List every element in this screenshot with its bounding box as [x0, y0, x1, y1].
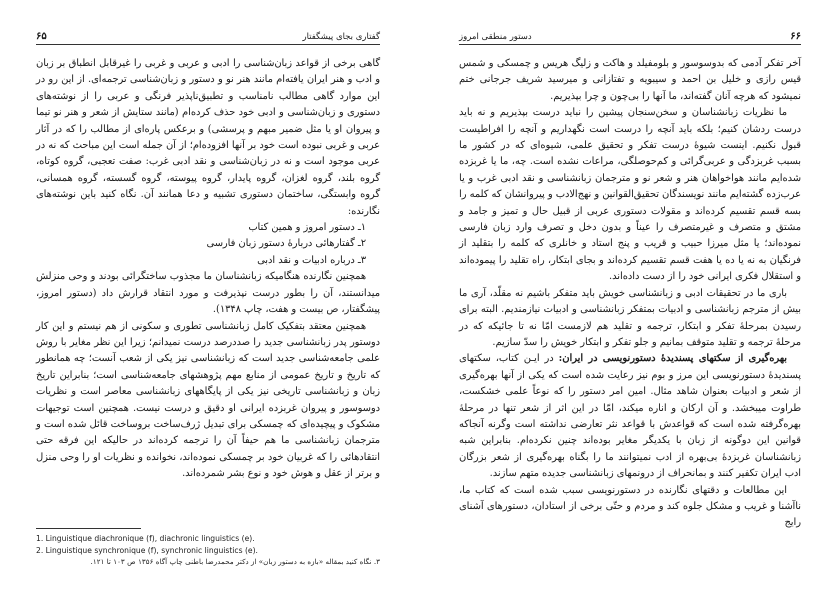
paragraph — [459, 351, 801, 482]
footnote: ۳. نگاه کنید بمقاله «بازه به دستور زبان» از دکتر محمدرضا باطنی چاپ آگاه ۱۳۵۶ ص ۱۰۳ تا ۱۲۱. — [90, 557, 380, 566]
page-header — [36, 30, 380, 45]
page-header — [459, 30, 801, 45]
paragraph: گاهی برخی از قواعد زبان‌شناسی را ادبی و عربی و غربی را غیرقابل انطباق بر زبان و ادب و هنر ایران یافته‌ام مانند هنر نو و دستور و زبان‌شناسی ترجمه‌ای. از این رو در این موارد گاهی مطالب نامناسب و تطبیق‌ناپذیر فرنگی و عربی را از نوشته‌های دستوری و زبان‌شناسی و ادبی خود حذف کرده‌ام (مانند ستایش از شعر و هنر نو تیما و پیروان او یا مثل ضمیر مبهم و پرسشی) و برعکس پاره‌ای از مطالب را که در آثار عربی و غربی نبوده است خود بر آنها افزوده‌ام؛ از آن جمله است این مباحث که نه در عربی موجود است و نه در زبان‌شناسی و نقد ادبی غرب: صفت تعجبی، گروه کوتاه، گروه بلند، گروه لغزان، گروه پایدار، گروه پیوسته، گروه گسسته، گروه همسانی، گروه وابستگی، ساختمان دستوری تشبیه و دعا همانند آن. نگاه کنید باین نوشته‌های نگارنده: — [36, 58, 380, 217]
paragraph: این مطالعات و دقتهای نگارنده در دستورنویسی سبب شده است که کتاب ما، ناآشنا و غریب و مشکل جلوه کند و مردم و حتّی برخی از استادان، دستورهای آشنای رایج — [459, 484, 801, 529]
page-number: ۶۶ — [790, 31, 801, 42]
footnote: 2. Linguistique synchronique (f), synchronic linguistics (e). — [36, 545, 258, 555]
list-item: ۲ـ گفتارهائی دربارهٔ دستور زبان فارسی — [206, 238, 366, 250]
page-number: ۶۵ — [36, 31, 47, 42]
list-item: ۳ـ درباره ادبیات و نقد ادبی — [257, 254, 366, 266]
page-body — [459, 56, 801, 532]
right-page — [411, 0, 821, 611]
section-lead: بهره‌گیری از سکتهای پسندیدهٔ دستورنویسی در ایران: — [558, 353, 787, 365]
paragraph: آخر تفکر آدمی که بدوسوسور و بلومفیلد و هاکت و زلیگ هریس و چمسکی و شمس قیس رازی و خلیل بن احمد و سیبویه و تفتازانی و میرسید شریف جرجانی ختم نمیشود که هرچه آنان گفته‌اند، ما آنها را بی‌چون و چرا بپذیریم. — [459, 58, 801, 102]
section-text: در ایـن کتاب، سکتهای پسندیدهٔ دستورنویسی این مرز و بوم نیز رعایت شده است که یکی از آنها بهره‌گیری از شعر و ادبیات بعنوان شاهد مثال. امین امر دستور را که نوعاً علمی خشکست، طراوت میبخشد. و آن ارکان و اناره میکند، امّا در این اثر از شعر تنها در مرحلهٔ بهره‌گرفته شده است که قواعدش با قواعد نثر تعارضی نداشته است وگرنه آنجاکه قوانین این دوگونه از زبان با یکدیگر مغایر بوده‌اند چنین نکرده‌ام. بنابراین شبه زبانشناسان غربزدهٔ بی‌بهره از ادب نمیتوانند ما را بگناه بهره‌گیری از شعر بزرگان ادب ایران تکفیر کنند و بمانحراف از درونمهای زبانشناسی جدیده متهم سازند. — [459, 353, 801, 480]
footnote: 1. Linguistique diachronique (f), diachronic linguistics (e). — [36, 534, 255, 543]
running-title: دستور منطقی امروز — [459, 32, 532, 42]
paragraph: همچنین نگارنده هنگامیکه زبانشناسان ما مجذوب ساختگرائی بودند و وحی منزلش میدانستند، آن را بطور درست نپذیرفت و مورد انتقاد قرارش داد (دستور امروز، پیشگفتار، ص بیست و هفت، چاپ ۱۳۴۸). — [36, 271, 380, 316]
page-body — [36, 56, 380, 483]
running-title: گفتاری بجای پیشگفتار — [302, 32, 380, 42]
footnotes — [36, 533, 380, 568]
list-item: ۱ـ دستور امروز و همین کتاب — [248, 222, 366, 234]
paragraph: همچنین معتقد بتفکیک کامل زبانشناسی تطوری و سکونی از هم نیستم و این کار دوستور پدر زبانشناسی جدید را صددرصد درست نمیدانم؛ زیرا این نظر مغایر با روش علمی جامعه‌شناسی جدید است که زبانشناسی نیز یکی از شعب آنست؛ چه همانطور که تاریخ و تاریخ عمومی از منابع مهم پژوهشهای جامعه‌شناسی است؛ بنابراین تاریخ زبان و زبانشناسی تاریخی نیز یکی از پایگاههای زبانشناسی معاصر است و نظریات دوسوسور و پیروان غربزده ایرانی او دقیق و درست نیست. همچنین است توجیهات مشکوک و پیچیده‌ای که چمسکی برای تبدیل ژرف‌ساخت بروساخت قائل شده است و مترجمان زبانشناسی ما هم حیفاً آن را ترجمه کرده‌اند در حالیکه این فرقه حتی انتقادهائی را که غربیان خود بر چمسکی نموده‌اند، نخوانده و نظریات او را وحی منزل و برتر از عقل و هوش خود و نوع بشر شمرده‌اند. — [36, 320, 380, 480]
paragraph: ما نظریات زبانشناسان و سخن‌سنجان پیشین را نباید درست بپذیریم و نه باید درست ردشان کنیم؛ بلکه باید آنچه را درست است نگهداریم و آنچه را افراطیست قبول نکنیم. اینست شیوهٔ درست تفکر و تحقیق علمی، شیوه‌ای که در کشور ما بسبب غربزدگی و عربی‌گرائی و کم‌حوصلگی، مراعات نشده است. چه، ما یا غربزده شده‌ایم مانند هواخواهان هنر و شعر نو و مترجمان زبانشناسی و نقد ادبی غرب و یا عرب‌زده گشته‌ایم مانند نویسندگان تحقیق‌القوانین و نهج‌الادب و پیروانشان که کلمه را بسه قسم تقسیم کرده‌اند و مقولات دستوری عربی از قبیل حال و تمیز و جامد و مشتق و متصرف و غیرمتصرف را عیناً و بدون دخل و تصرف وارد زبان فارسی نموده‌اند؛ یا مثل میرزا حبیب و قریب و پنج استاد و خانلری که کلمه را بتقلید از فرنگیان به نه یا ده یا هفت قسم تقسیم کرده‌اند و بجای ابتکار، راه تقلید را پیموده‌اند و استقلال فکری ایرانی خود را از دست داده‌اند. — [459, 107, 801, 283]
footnote-separator — [36, 528, 141, 529]
paragraph: باری ما در تحقیقات ادبی و زبانشناسی خویش باید متفکر باشیم نه مقلّد، آری ما بیش از مترجم زبانشناسی و ادبیات بمتفکر زبانشناسی و ادبیات نیازمندیم. البته برای رسیدن بمرحلهٔ تفکر و ابتکار، ترجمه و تقلید هم لازمست امّا نه تا جائیکه که در مرحلهٔ ترجمه و تقلید متوقف بمانیم و جلو تفکر و ابتکار خویش را سدّ سازیم. — [459, 287, 801, 348]
